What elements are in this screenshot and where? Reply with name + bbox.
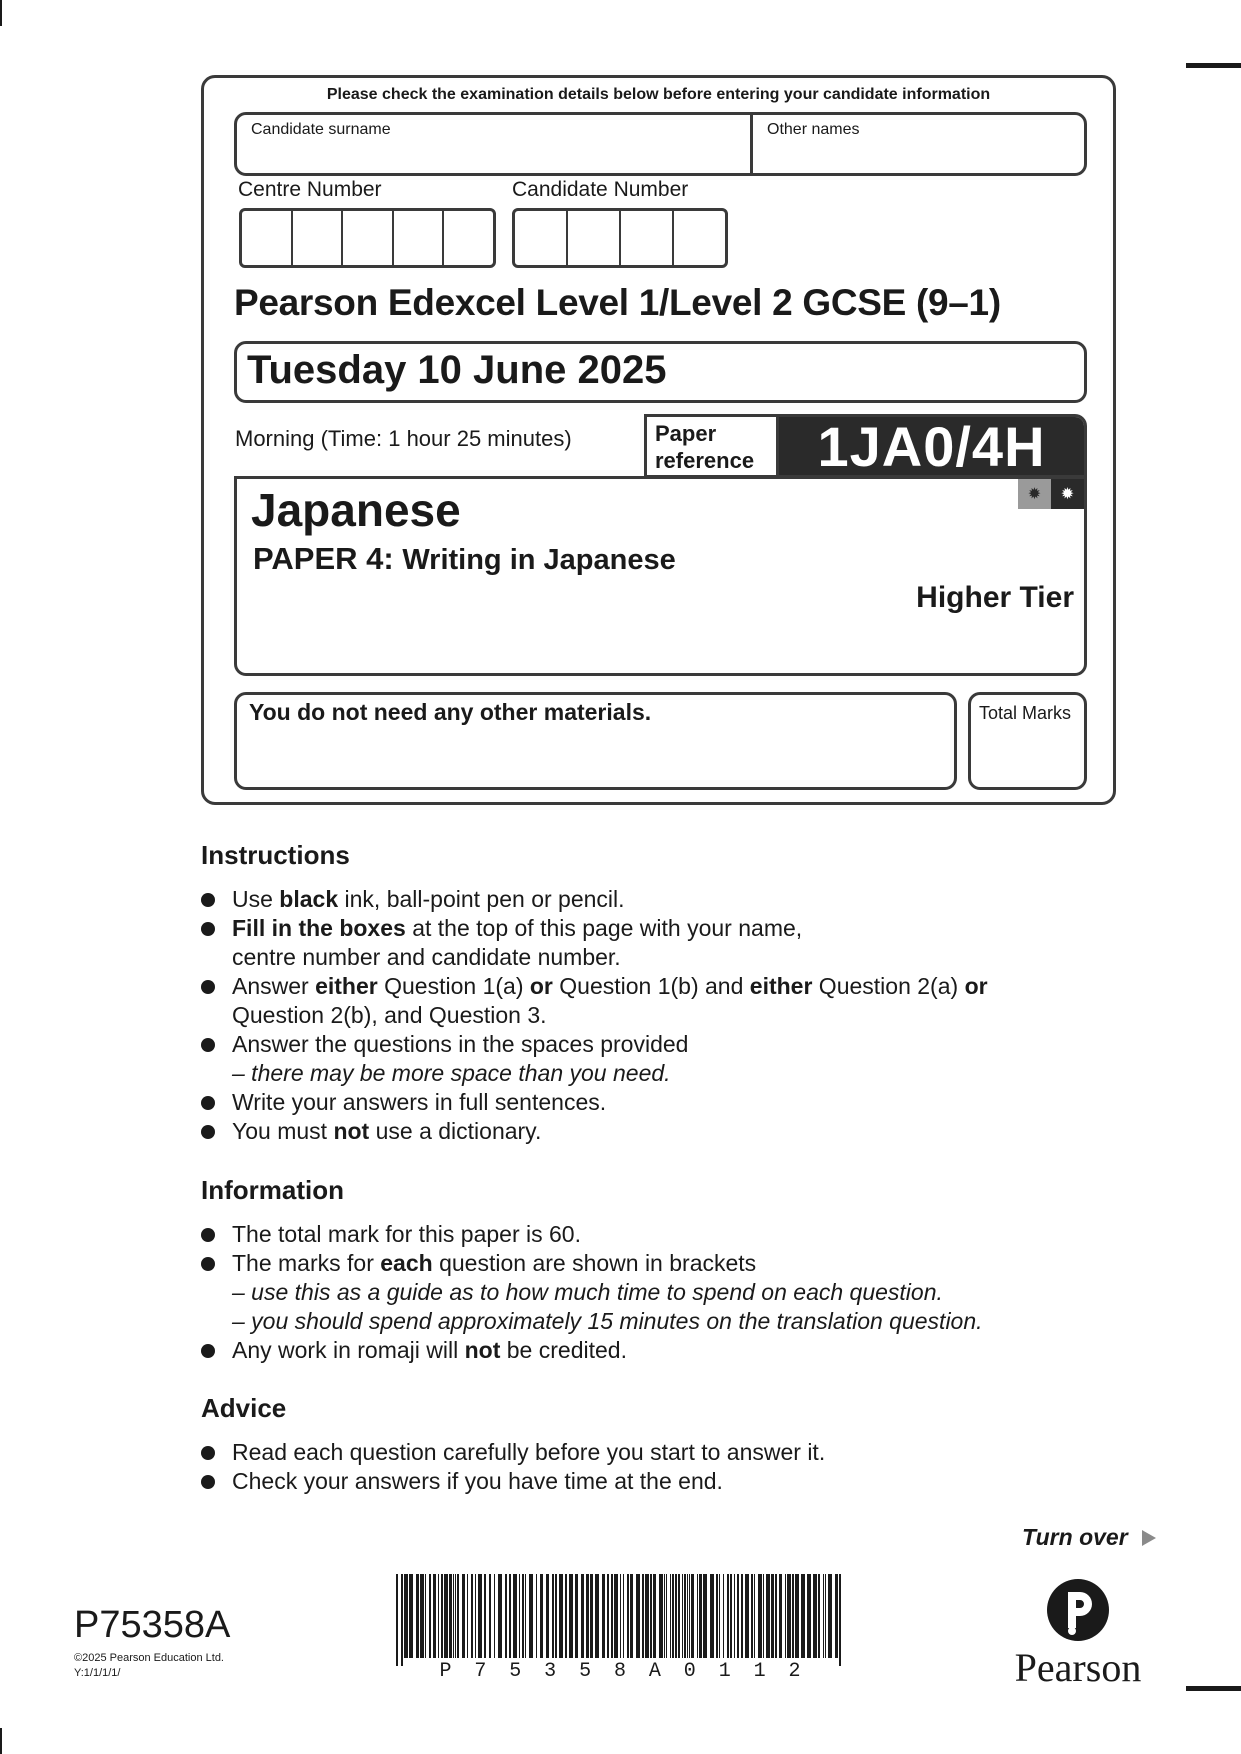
barcode-bar: [741, 1574, 743, 1658]
pearson-wordmark: Pearson: [1014, 1645, 1142, 1690]
copyright: ©2025 Pearson Education Ltd.: [74, 1652, 224, 1664]
barcode-bar: [462, 1574, 465, 1658]
item-text: use a dictionary.: [369, 1118, 542, 1144]
barcode-character: 8: [613, 1660, 626, 1683]
exam-date-box: [234, 341, 1087, 403]
item-text: You must: [232, 1118, 334, 1144]
candidate-number-label: Candidate Number: [512, 178, 689, 201]
barcode-bar: [716, 1574, 718, 1658]
subject-box: [234, 476, 1087, 676]
barcode-bar: [813, 1574, 817, 1658]
exam-date: Tuesday 10 June 2025: [247, 348, 667, 392]
materials-box: [234, 692, 957, 790]
list-item: [201, 1117, 1101, 1146]
candidate-number-digit-box[interactable]: [515, 211, 568, 265]
barcode-bar: [684, 1574, 686, 1658]
barcode-bar: [636, 1574, 640, 1658]
candidate-surname-field[interactable]: [237, 115, 753, 173]
barcode-bar: [404, 1574, 408, 1658]
barcode-bar: [409, 1574, 413, 1658]
list-item: [201, 1438, 1101, 1467]
emphasis-text: not: [333, 1118, 370, 1144]
emphasis-text: Fill in the boxes: [232, 915, 406, 941]
barcode-text: [396, 1660, 844, 1683]
emphasis-text: not: [464, 1337, 501, 1363]
centre-number-digit-box[interactable]: [293, 211, 344, 265]
barcode-character: P: [439, 1660, 452, 1683]
barcode-bar: [664, 1574, 665, 1658]
barcode-bar: [839, 1574, 841, 1666]
item-text: ink, ball-point pen or pencil.: [338, 886, 625, 912]
centre-number-digit-box[interactable]: [444, 211, 493, 265]
arrow-right-icon: [1142, 1530, 1156, 1546]
barcode-bar: [807, 1574, 811, 1658]
barcode-bar: [429, 1574, 431, 1658]
barcode-bar: [723, 1574, 724, 1658]
paper-reference-label: [647, 417, 779, 475]
emphasis-text: either: [749, 973, 813, 999]
barcode-character: 5: [579, 1660, 592, 1683]
turn-over-label: Turn over: [1022, 1524, 1128, 1550]
candidate-number-digit-box[interactable]: [568, 211, 621, 265]
barcode-bar: [823, 1574, 824, 1658]
item-text-continued: Question 2(b), and Question 3.: [232, 1002, 547, 1028]
barcode-bar: [611, 1574, 613, 1658]
total-marks-label: Total Marks: [979, 703, 1072, 723]
crop-mark-top-right: [1186, 63, 1241, 68]
barcode-bar: [536, 1574, 537, 1658]
bullet-icon: [201, 1096, 215, 1110]
barcode-bar: [565, 1574, 567, 1658]
barcode-bar: [396, 1574, 398, 1666]
emphasis-text: each: [380, 1250, 433, 1276]
crop-mark-bottom-left-vertical: [0, 1728, 2, 1754]
paper-reference-box: [644, 414, 1087, 478]
list-item: [201, 972, 1101, 1030]
information-heading: Information: [201, 1175, 344, 1205]
barcode-bar: [416, 1574, 419, 1658]
barcode-character: A: [648, 1660, 661, 1683]
barcode-bar: [801, 1574, 805, 1658]
barcode-bar: [691, 1574, 694, 1658]
barcode-bar: [699, 1574, 702, 1658]
emphasis-text: black: [279, 886, 339, 912]
list-item: [201, 885, 1101, 914]
barcode-bar: [682, 1574, 683, 1658]
information-list: [201, 1220, 1101, 1365]
barcode-bar: [653, 1574, 656, 1658]
barcode: [396, 1574, 844, 1666]
barcode-bar: [779, 1574, 782, 1658]
list-item: [201, 1030, 1101, 1088]
barcode-bar: [818, 1574, 820, 1658]
barcode-bar: [498, 1574, 502, 1658]
paper-reference-label-line1: Paper: [655, 421, 717, 446]
cog-icon: ✹: [1051, 479, 1084, 509]
item-text: The total mark for this paper is 60.: [232, 1221, 581, 1247]
item-text: at the top of this page with your name,: [405, 915, 803, 941]
item-text: Use: [232, 886, 280, 912]
barcode-bar: [675, 1574, 677, 1658]
paper-reference-code: 1JA0/4H: [779, 417, 1084, 475]
barcode-bar: [540, 1574, 543, 1658]
barcode-bar: [697, 1574, 698, 1658]
barcode-bar: [730, 1574, 732, 1658]
instructions-list: [201, 885, 1101, 1146]
barcode-bar: [785, 1574, 786, 1658]
item-text: Answer the questions in the spaces provided: [232, 1031, 689, 1057]
barcode-bar: [650, 1574, 652, 1658]
list-item: [201, 1088, 1101, 1117]
barcode-bar: [519, 1574, 520, 1658]
barcode-bar: [670, 1574, 671, 1658]
bullet-icon: [201, 1125, 215, 1139]
list-item: [201, 914, 1101, 972]
bullet-icon: [201, 1344, 215, 1358]
barcode-bar: [457, 1574, 459, 1658]
barcode-bar: [581, 1574, 584, 1658]
item-text-continued: centre number and candidate number.: [232, 944, 621, 970]
barcode-bar: [719, 1574, 720, 1658]
centre-number-digit-box[interactable]: [242, 211, 293, 265]
item-text: Question 1(a): [377, 973, 530, 999]
cog-icon: ✹: [1018, 479, 1051, 509]
item-text: Any work in romaji will: [232, 1337, 465, 1363]
barcode-bar: [630, 1574, 633, 1658]
item-text: The marks for: [232, 1250, 381, 1276]
barcode-bar: [438, 1574, 439, 1658]
barcode-character: 0: [683, 1660, 696, 1683]
paper-title: [253, 541, 676, 577]
barcode-bar: [787, 1574, 791, 1658]
barcode-bar: [475, 1574, 476, 1658]
bullet-icon: [201, 893, 215, 907]
paper-number: PAPER 4:: [253, 541, 394, 576]
barcode-bar: [835, 1574, 838, 1658]
copyright-block: [74, 1651, 224, 1681]
subject-title: Japanese: [251, 484, 461, 536]
item-text: question are shown in brackets: [432, 1250, 757, 1276]
barcode-bar: [522, 1574, 524, 1658]
barcode-bar: [575, 1574, 578, 1658]
centre-number-label: Centre Number: [238, 178, 382, 201]
barcode-bar: [595, 1574, 599, 1658]
list-item: [201, 1467, 1101, 1496]
barcode-bar: [771, 1574, 774, 1658]
barcode-bar: [555, 1574, 557, 1658]
barcode-bar: [775, 1574, 777, 1658]
barcode-bar: [763, 1574, 764, 1658]
candidate-number-boxes[interactable]: [512, 208, 728, 268]
candidate-surname-label: Candidate surname: [251, 121, 391, 138]
item-text: Write your answers in full sentences.: [232, 1089, 607, 1115]
barcode-bar: [525, 1574, 526, 1658]
item-subnote: – there may be more space than you need.: [232, 1060, 671, 1086]
candidate-number-digit-box[interactable]: [674, 211, 725, 265]
barcode-bar: [766, 1574, 770, 1658]
barcode-bar: [505, 1574, 507, 1658]
barcode-bar: [627, 1574, 629, 1658]
barcode-character: 7: [474, 1660, 487, 1683]
materials-note: You do not need any other materials.: [249, 699, 652, 725]
barcode-bar: [620, 1574, 621, 1658]
barcode-bar: [710, 1574, 714, 1658]
barcode-bar: [607, 1574, 609, 1658]
instructions-section: [201, 840, 1101, 1146]
barcode-bar: [420, 1574, 424, 1658]
barcode-bar: [471, 1574, 473, 1658]
list-item: [201, 1336, 1101, 1365]
barcode-bar: [401, 1574, 403, 1666]
paper-code: P75358A: [74, 1604, 231, 1646]
bullet-icon: [201, 980, 215, 994]
paper-name: Writing in Japanese: [402, 544, 676, 576]
pearson-logo: [998, 1576, 1158, 1688]
emphasis-text: either: [315, 973, 378, 999]
item-text: be credited.: [500, 1337, 627, 1363]
list-item: [201, 1249, 1101, 1336]
centre-number-digit-box[interactable]: [343, 211, 394, 265]
crop-mark-bottom-right: [1186, 1686, 1241, 1691]
barcode-bar: [737, 1574, 739, 1658]
barcode-character: 3: [544, 1660, 557, 1683]
list-item: [201, 1220, 1101, 1249]
instructions-heading: Instructions: [201, 840, 350, 870]
barcode-bar: [645, 1574, 649, 1658]
barcode-bar: [795, 1574, 799, 1658]
other-names-label: Other names: [767, 121, 860, 138]
barcode-bar: [467, 1574, 468, 1658]
candidate-info-box: [201, 75, 1116, 805]
item-subnote: – use this as a guide as to how much time to spend on each question.: [232, 1279, 943, 1305]
barcode-bar: [825, 1574, 826, 1658]
item-text: Question 1(b) and: [552, 973, 750, 999]
barcode-bar: [433, 1574, 436, 1658]
crop-mark-top-left-vertical: [0, 0, 2, 26]
candidate-name-box: [234, 112, 1087, 176]
barcode-bar: [449, 1574, 452, 1658]
barcode-character: 1: [718, 1660, 731, 1683]
barcode-bar: [590, 1574, 593, 1658]
barcode-bar: [529, 1574, 533, 1658]
bullet-icon: [201, 1475, 215, 1489]
barcode-bar: [687, 1574, 688, 1658]
barcode-bar: [614, 1574, 618, 1658]
barcode-bar: [478, 1574, 482, 1658]
barcode-bar: [425, 1574, 426, 1658]
barcode-bar: [546, 1574, 549, 1658]
barcode-bar: [484, 1574, 486, 1658]
barcode-bar: [586, 1574, 589, 1658]
barcode-bar: [444, 1574, 448, 1658]
barcode-bar: [745, 1574, 749, 1658]
barcode-bar: [569, 1574, 573, 1658]
barcode-bar: [552, 1574, 554, 1658]
emphasis-text: or: [529, 973, 553, 999]
barcode-bar: [758, 1574, 762, 1658]
barcode-bar: [734, 1574, 735, 1658]
barcode-bar: [455, 1574, 456, 1658]
barcode-bar: [727, 1574, 729, 1658]
barcode-bar: [751, 1574, 753, 1658]
bullet-icon: [201, 1228, 215, 1242]
tier-label: Higher Tier: [916, 581, 1074, 614]
exam-session: Morning (Time: 1 hour 25 minutes): [235, 426, 572, 451]
barcode-bar: [828, 1574, 832, 1658]
barcode-bar: [689, 1574, 690, 1658]
barcode-bar: [666, 1574, 667, 1658]
total-marks-box: [968, 692, 1087, 790]
item-text: Check your answers if you have time at the end.: [232, 1468, 723, 1494]
turn-over: [1022, 1524, 1156, 1551]
centre-number-digit-box[interactable]: [394, 211, 445, 265]
advice-section: [201, 1393, 1101, 1496]
bullet-icon: [201, 922, 215, 936]
item-text: Answer: [232, 973, 316, 999]
print-code: Y:1/1/1/1/: [74, 1667, 121, 1679]
barcode-character: 5: [509, 1660, 522, 1683]
bullet-icon: [201, 1038, 215, 1052]
check-notice: Please check the examination details below before entering your candidate information: [326, 86, 991, 103]
centre-number-boxes[interactable]: [239, 208, 496, 268]
advice-list: [201, 1438, 1101, 1496]
barcode-character: 1: [753, 1660, 766, 1683]
candidate-number-digit-box[interactable]: [621, 211, 674, 265]
emphasis-text: or: [964, 973, 988, 999]
item-text: Read each question carefully before you start to answer it.: [232, 1439, 826, 1465]
barcode-bar: [509, 1574, 511, 1658]
barcode-bar: [623, 1574, 624, 1658]
paper-reference-label-line2: reference: [655, 448, 755, 473]
barcode-bar: [494, 1574, 495, 1658]
qualification-title: Pearson Edexcel Level 1/Level 2 GCSE (9–1): [234, 282, 1001, 323]
bullet-icon: [201, 1446, 215, 1460]
advice-heading: Advice: [201, 1393, 287, 1423]
barcode-character: 2: [788, 1660, 801, 1683]
item-subnote: – you should spend approximately 15 minutes on the translation question.: [232, 1308, 983, 1334]
barcode-bar: [602, 1574, 605, 1658]
barcode-bar: [792, 1574, 794, 1658]
barcode-bar: [642, 1574, 644, 1658]
barcode-bar: [678, 1574, 680, 1658]
barcode-bar: [754, 1574, 755, 1658]
barcode-bar: [441, 1574, 443, 1658]
bullet-icon: [201, 1257, 215, 1271]
barcode-bar: [489, 1574, 491, 1658]
pearson-p-logo-icon: [998, 1576, 1158, 1646]
barcode-bar: [659, 1574, 663, 1658]
tier-indicator: [1018, 479, 1084, 509]
item-text: Question 2(a): [812, 973, 965, 999]
barcode-bar: [559, 1574, 563, 1658]
barcode-bar: [453, 1574, 454, 1658]
information-section: [201, 1175, 1101, 1365]
other-names-field[interactable]: [753, 115, 1084, 173]
barcode-bar: [513, 1574, 517, 1658]
barcode-bar: [703, 1574, 707, 1658]
barcode-bar: [672, 1574, 674, 1658]
